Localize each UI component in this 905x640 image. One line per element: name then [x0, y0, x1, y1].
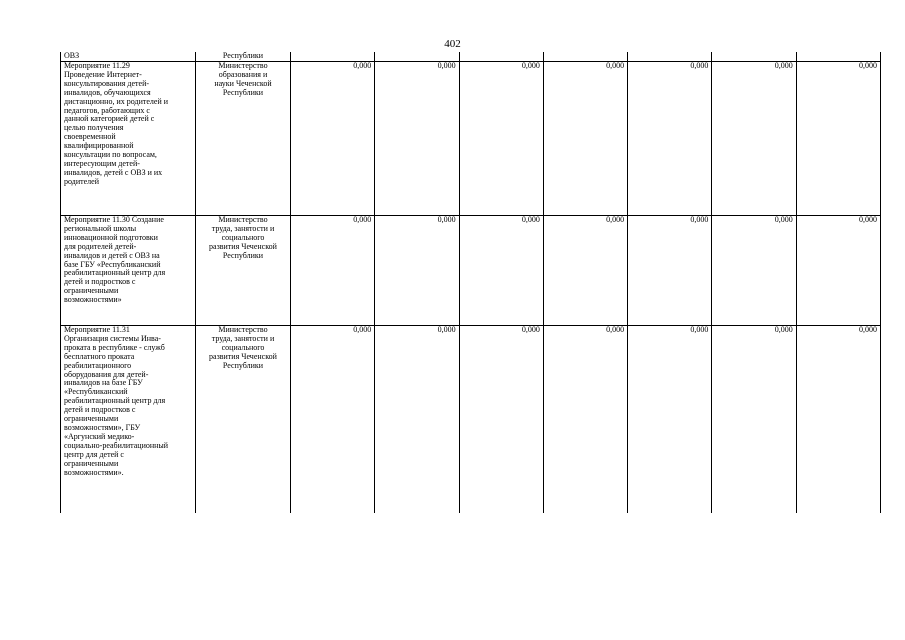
executor-text: Республики: [222, 51, 264, 60]
value-cell: 0,000: [796, 326, 880, 514]
value-cell: 0,000: [459, 326, 543, 514]
value-cell: 0,000: [796, 216, 880, 326]
executor-line: Министерство: [218, 325, 268, 334]
executor-line: науки Чеченской: [214, 78, 272, 88]
value-cell: 0,000: [712, 62, 796, 216]
executor-cell: [196, 326, 291, 514]
measure-name-line: «Аргунский медико-: [64, 431, 135, 441]
measure-name-line: консультирования детей-: [64, 78, 150, 88]
measure-name-line: ограниченными: [64, 414, 119, 424]
executor-cell: [196, 216, 291, 326]
value-cell: 0,000: [712, 326, 796, 514]
executor-line: Республики: [222, 87, 264, 97]
measure-name-line: инвалидов, обучающихся: [64, 87, 151, 97]
measure-name-cell: [61, 62, 196, 216]
measure-name-line: реабилитационный центр для: [64, 268, 166, 278]
value-cell: 0,000: [375, 216, 459, 326]
measure-name-line: ограниченными: [64, 286, 119, 296]
measure-name-line: детей и подростков с: [64, 277, 136, 287]
measure-name-line: возможностями», ГБУ: [64, 422, 141, 432]
measure-name-line: «Республиканский: [64, 387, 128, 397]
value-cell: 0,000: [375, 62, 459, 216]
measure-name-line: Мероприятие 11.31: [64, 325, 130, 334]
measure-name-line: ограниченными: [64, 458, 119, 468]
measure-name-line: реабилитационного: [64, 360, 132, 370]
executor-line: труда, занятости и: [211, 223, 275, 233]
executor-line: социального: [221, 232, 265, 242]
measure-name-line: данной категорией детей с: [64, 114, 155, 124]
value-cell: 0,000: [459, 62, 543, 216]
value-cell: 0,000: [712, 216, 796, 326]
value-cell: 0,000: [796, 62, 880, 216]
measure-row-11-31: [61, 326, 881, 514]
measure-name-line: инвалидов и детей с ОВЗ на: [64, 250, 160, 260]
measure-name-line: Проведение Интернет-: [64, 69, 142, 79]
value-cell: 0,000: [459, 216, 543, 326]
value-cell: 0,000: [628, 216, 712, 326]
measure-name-line: Организация системы Инва-: [64, 333, 161, 343]
measure-name-line: возможностями»: [64, 295, 122, 305]
executor-line: социального: [221, 342, 265, 352]
measure-name-line: инновационной подготовки: [64, 232, 158, 242]
executor-cell: [196, 62, 291, 216]
executor-line: развития Чеченской: [209, 241, 277, 251]
measure-name-line: квалифицированной: [64, 141, 134, 151]
measure-name-cell: [61, 216, 196, 326]
value-cell: 0,000: [628, 326, 712, 514]
value-cell: 0,000: [375, 326, 459, 514]
value-cell: 0,000: [291, 216, 375, 326]
value-cell: 0,000: [543, 216, 627, 326]
executor-line: Республики: [222, 360, 264, 370]
measure-name-line: социально-реабилитационный: [64, 440, 169, 450]
measure-name-line: Мероприятие 11.30 Создание: [64, 215, 164, 224]
executor-line: Республики: [222, 250, 264, 260]
measure-name-line: инвалидов, детей с ОВЗ и их: [64, 167, 163, 177]
executor-line: Министерство: [218, 61, 268, 70]
measure-name-line: консультации по вопросам,: [64, 150, 157, 160]
measure-name-line: детей и подростков с: [64, 405, 136, 415]
continuation-row: [61, 52, 881, 62]
measure-name-line: дистанционно, их родителей и: [64, 96, 169, 106]
measure-name-line: оборудования для детей-: [64, 369, 149, 379]
measure-row-11-30: [61, 216, 881, 326]
measure-name-line: центр для детей с: [64, 449, 124, 459]
measure-name-line: педагогов, работающих с: [64, 105, 150, 115]
measure-name-line: бесплатного проката: [64, 351, 135, 361]
executor-line: Министерство: [218, 215, 268, 224]
value-cell: 0,000: [291, 62, 375, 216]
measure-name-line: для родителей детей-: [64, 241, 137, 251]
executor-line: труда, занятости и: [211, 333, 275, 343]
measure-name-text: ОВЗ: [64, 51, 80, 60]
measure-name-line: базе ГБУ «Республиканский: [64, 259, 161, 269]
measure-name-line: инвалидов на базе ГБУ: [64, 378, 143, 388]
value-cell: 0,000: [291, 326, 375, 514]
measure-name-line: реабилитационный центр для: [64, 396, 166, 406]
program-measures-table: [60, 52, 881, 513]
measure-name-line: возможностями».: [64, 467, 124, 477]
executor-line: образования и: [218, 69, 268, 79]
measure-name-line: интересующим детей-: [64, 158, 140, 168]
measure-name-line: целью получения: [64, 123, 124, 133]
value-cell: 0,000: [628, 62, 712, 216]
measure-name-line: Мероприятие 11.29: [64, 61, 130, 70]
measure-name-line: родителей: [64, 176, 99, 186]
executor-line: развития Чеченской: [209, 351, 277, 361]
page-number: 402: [444, 38, 461, 50]
measure-name-cell: [61, 326, 196, 514]
measure-name-line: своевременной: [64, 132, 116, 142]
value-cell: 0,000: [543, 62, 627, 216]
value-cell: 0,000: [543, 326, 627, 514]
measure-name-line: региональной школы: [64, 223, 137, 233]
measure-name-line: проката в республике - служб: [64, 342, 165, 352]
measure-row-11-29: [61, 62, 881, 216]
